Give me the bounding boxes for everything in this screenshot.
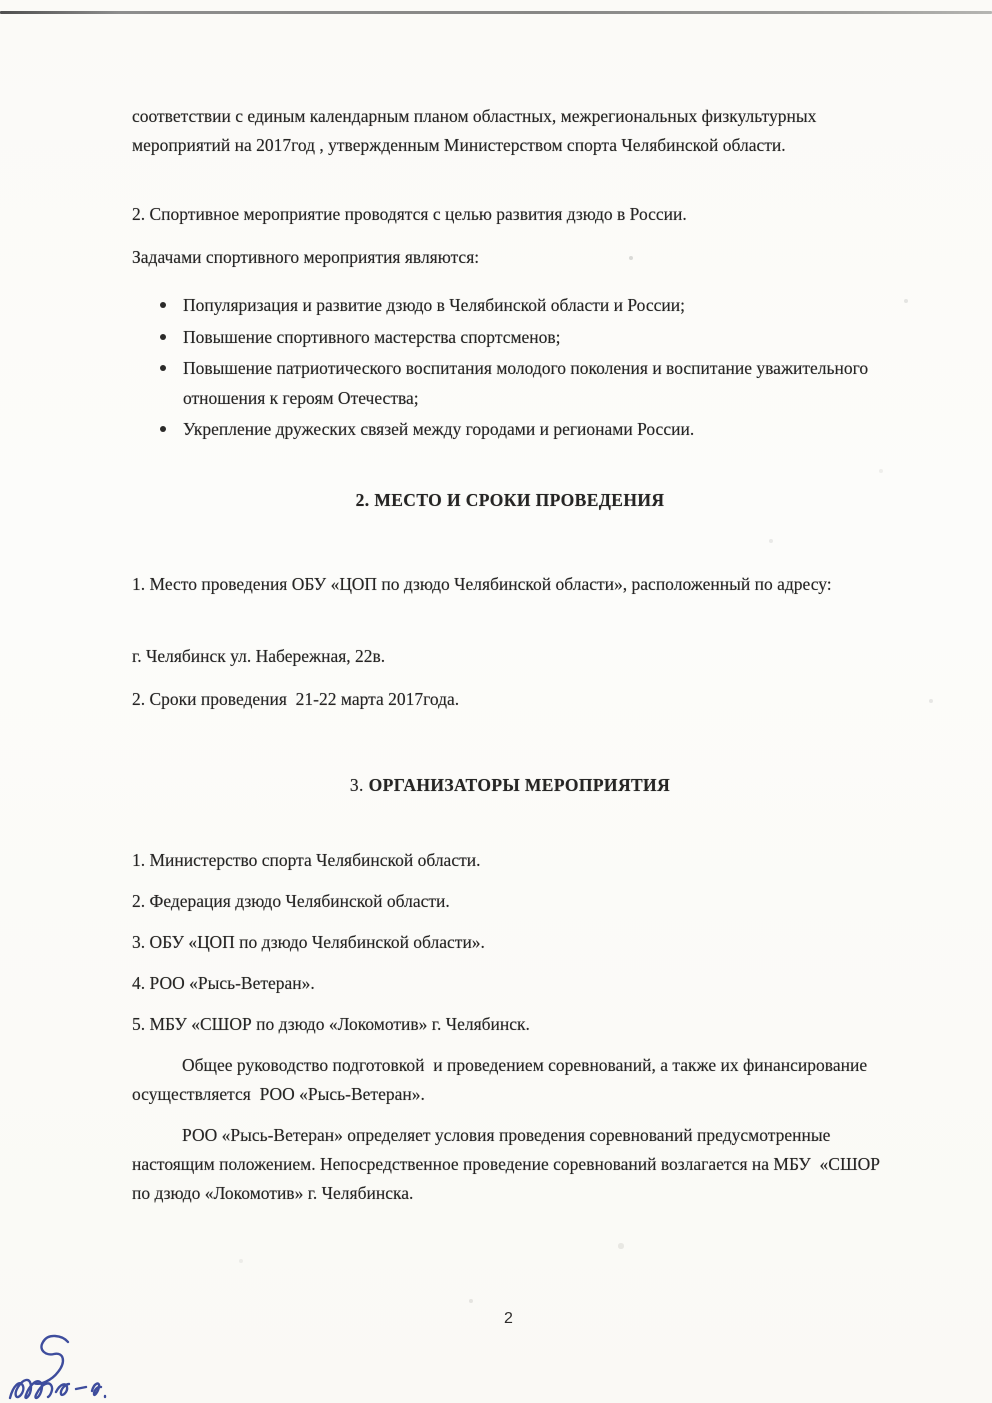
goal-item — [160, 291, 892, 321]
intro-paragraph-3: Задачами спортивного мероприятия являются: — [132, 247, 480, 267]
goals-list — [160, 291, 892, 447]
goal-item — [160, 415, 892, 445]
goal-item — [160, 354, 892, 413]
organizer-item: 3. ОБУ «ЦОП по дзюдо Челябинской области». — [132, 932, 485, 952]
section2-heading-number: 2. — [355, 490, 370, 510]
intro-paragraph-1: соответствии с единым календарным планом областных, межрегиональных физкультурных мероприятий на 2017год , утвержденным Министерством спорта Челябинской области. — [132, 106, 821, 155]
organizer-item: 2. Федерация дзюдо Челябинской области. — [132, 891, 450, 911]
organizer-item: 4. РОО «Рысь-Ветеран». — [132, 973, 315, 993]
goal-item — [160, 323, 892, 353]
goal-item-text: Повышение спортивного мастерства спортсменов; — [183, 326, 561, 347]
section2-paragraph-2: г. Челябинск ул. Набережная, 22в. — [132, 646, 386, 666]
bullet-dot-icon — [160, 365, 166, 371]
section3-heading-title: ОРГАНИЗАТОРЫ МЕРОПРИЯТИЯ — [368, 775, 671, 795]
organizers-list — [132, 846, 888, 1051]
section3-heading-number: 3. — [349, 775, 364, 795]
goal-item-text: Повышение патриотического воспитания молодого поколения и воспитание уважительного отношения к героям Отечества; — [183, 358, 869, 408]
scan-edge-line — [0, 11, 992, 14]
scan-noise-specks — [0, 0, 2, 2]
bullet-dot-icon — [160, 426, 166, 432]
bullet-dot-icon — [160, 334, 166, 340]
bullet-dot-icon — [160, 302, 166, 308]
organizer-item: 1. Министерство спорта Челябинской области. — [132, 850, 481, 870]
organizer-item: 5. МБУ «СШОР по дзюдо «Локомотив» г. Челябинск. — [132, 1014, 530, 1034]
signature — [4, 1334, 134, 1403]
section2-paragraph-3: 2. Сроки проведения 21-22 марта 2017года. — [132, 689, 460, 709]
page-number: 2 — [504, 1310, 513, 1327]
section2-heading — [132, 486, 888, 515]
section2-heading-title: МЕСТО И СРОКИ ПРОВЕДЕНИЯ — [374, 490, 665, 510]
section3-paragraph-1: Общее руководство подготовкой и проведением соревнований, а также их финансирование осуществляется РОО «Рысь-Ветеран». — [132, 1055, 872, 1104]
section3-paragraph-2: РОО «Рысь-Ветеран» определяет условия проведения соревнований предусмотренные настоящим положением. Непосредственное проведение соревнований возлагается на МБУ «СШОР по дзюдо «Локомотив» г. Челябинска. — [132, 1125, 885, 1203]
section2-paragraph-1: 1. Место проведения ОБУ «ЦОП по дзюдо Челябинской области», расположенный по адресу: — [132, 574, 832, 594]
goal-item-text: Популяризация и развитие дзюдо в Челябинской области и России; — [183, 295, 685, 315]
intro-paragraph-2: 2. Спортивное мероприятие проводятся с целью развития дзюдо в России. — [132, 204, 687, 224]
goal-item-text: Укрепление дружеских связей между городами и регионами России. — [183, 419, 695, 439]
section3-heading — [132, 771, 888, 800]
